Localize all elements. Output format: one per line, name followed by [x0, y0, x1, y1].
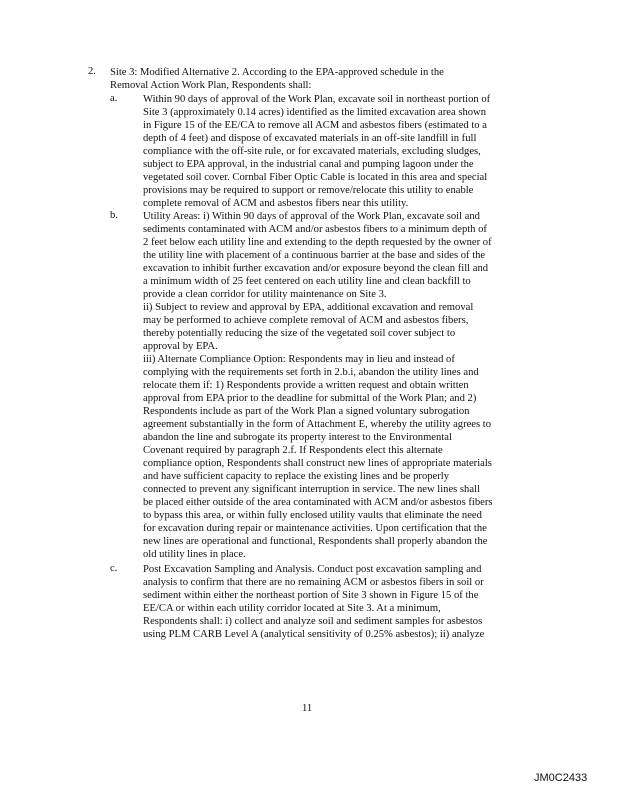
paragraph-line: ii) Subject to review and approval by EPA, additional excavation and removal — [143, 302, 474, 313]
item-intro-line: Site 3: Modified Alternative 2. According to the EPA-approved schedule in the — [110, 67, 444, 78]
paragraph-line: Respondents include as part of the Work Plan a signed voluntary subrogation — [143, 406, 470, 417]
paragraph-line: vegetated soil cover. Cornbal Fiber Optic Cable is located in this area and special — [143, 172, 488, 183]
paragraph-line: Within 90 days of approval of the Work Plan, excavate soil in northeast portion of — [143, 94, 491, 105]
paragraph-line: sediments contaminated with ACM and/or asbestos fibers to a minimum depth of — [143, 224, 487, 235]
paragraph-line: be placed either outside of the area contaminated with ACM and/or asbestos fibers — [143, 497, 493, 508]
bates-number: JM0C2433 — [534, 772, 588, 784]
paragraph-line: sediment within either the northeast portion of Site 3 shown in Figure 15 of the — [143, 590, 479, 601]
subitem-label-a: a. — [110, 93, 118, 104]
paragraph-line: depth of 4 feet) and dispose of excavated materials in an off-site landfill in full — [143, 133, 477, 144]
item-number: 2. — [88, 66, 96, 77]
paragraph-line: Respondents shall: i) collect and analyze soil and sediment samples for asbestos — [143, 616, 483, 627]
paragraph-line: analysis to confirm that there are no remaining ACM or asbestos fibers in soil or — [143, 577, 484, 588]
paragraph-line: excavation to inhibit further excavation and/or exposure beyond the clean fill and — [143, 263, 489, 274]
paragraph-line: agreement substantially in the form of Attachment E, whereby the utility agrees to — [143, 419, 492, 430]
paragraph-line: EE/CA or within each utility corridor located at Site 3. At a minimum, — [143, 603, 441, 614]
page-number: 11 — [302, 703, 313, 714]
paragraph-line: complying with the requirements set forth in 2.b.i, abandon the utility lines and — [143, 367, 479, 378]
paragraph-line: to bypass this area, or within fully enclosed utility vaults that eliminate the need — [143, 510, 482, 521]
paragraph-line: new lines are operational and functional, Respondents shall properly abandon the — [143, 536, 488, 547]
paragraph-line: Site 3 (approximately 0.14 acres) identified as the limited excavation area shown — [143, 107, 487, 118]
paragraph-line: may be performed to achieve complete removal of ACM and asbestos fibers, — [143, 315, 469, 326]
paragraph-line: approval by EPA. — [143, 341, 218, 352]
paragraph-line: thereby potentially reducing the size of the vegetated soil cover subject to — [143, 328, 456, 339]
paragraph-line: using PLM CARB Level A (analytical sensitivity of 0.25% asbestos); ii) analyze — [143, 629, 485, 640]
paragraph-line: Post Excavation Sampling and Analysis. Conduct post excavation sampling and — [143, 564, 482, 575]
paragraph-line: relocate them if: 1) Respondents provide a written request and obtain written — [143, 380, 469, 391]
paragraph-line: a minimum width of 25 feet centered on each utility line and clean backfill to — [143, 276, 471, 287]
paragraph-line: iii) Alternate Compliance Option: Respondents may in lieu and instead of — [143, 354, 455, 365]
paragraph-line: Utility Areas: i) Within 90 days of approval of the Work Plan, excavate soil and — [143, 211, 480, 222]
paragraph-line: complete removal of ACM and asbestos fibers near this utility. — [143, 198, 409, 209]
paragraph-line: for excavation during repair or maintenance activities. Upon certification that the — [143, 523, 487, 534]
paragraph-line: provide a clean corridor for utility maintenance on Site 3. — [143, 289, 387, 300]
paragraph-line: abandon the line and subrogate its property interest to the Environmental — [143, 432, 452, 443]
paragraph-line: in Figure 15 of the EE/CA to remove all ACM and asbestos fibers (estimated to a — [143, 120, 487, 131]
paragraph-line: old utility lines in place. — [143, 549, 246, 560]
item-intro-line: Removal Action Work Plan, Respondents shall: — [110, 80, 312, 91]
paragraph-line: compliance option, Respondents shall construct new lines of appropriate materials — [143, 458, 492, 469]
paragraph-line: the utility line with placement of a continuous barrier at the base and sides of the — [143, 250, 486, 261]
paragraph-line: compliance with the off-site rule, or for excavated materials, excluding sludges, — [143, 146, 481, 157]
paragraph-line: subject to EPA approval, in the industrial canal and pumping lagoon under the — [143, 159, 474, 170]
paragraph-line: connected to prevent any significant interruption in service. The new lines shall — [143, 484, 480, 495]
subitem-label-b: b. — [110, 210, 118, 221]
paragraph-line: 2 feet below each utility line and extending to the depth requested by the owner of — [143, 237, 492, 248]
subitem-label-c: c. — [110, 563, 118, 574]
paragraph-line: approval from EPA prior to the deadline for submittal of the Work Plan; and 2) — [143, 393, 477, 404]
paragraph-line: and have sufficient capacity to replace the existing lines and be properly — [143, 471, 450, 482]
paragraph-line: provisions may be required to support or remove/relocate this utility to enable — [143, 185, 474, 196]
paragraph-line: Covenant required by paragraph 2.f. If Respondents elect this alternate — [143, 445, 443, 456]
